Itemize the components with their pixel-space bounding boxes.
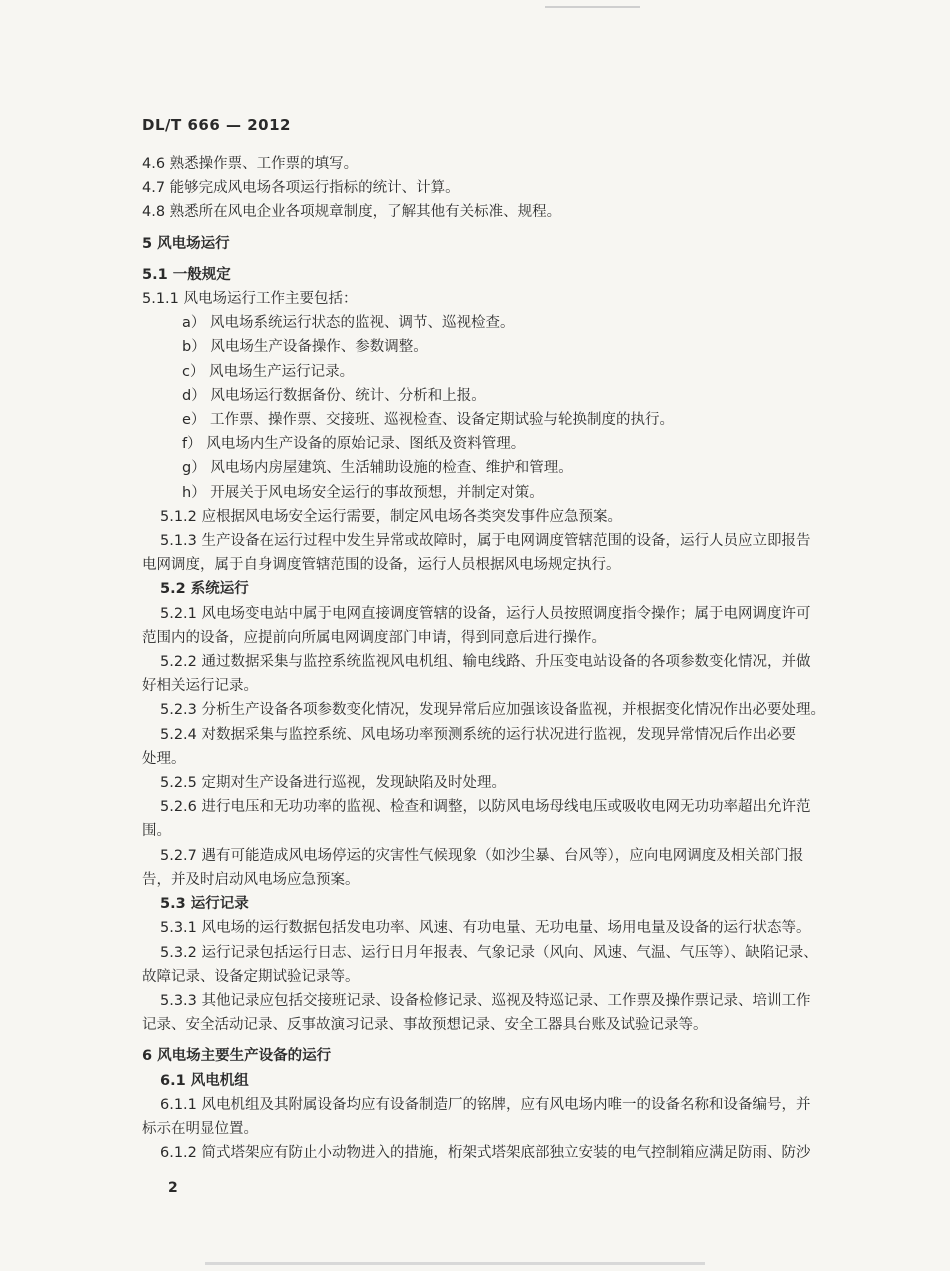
page-number: 2 xyxy=(168,1180,178,1196)
section-gap xyxy=(142,256,880,263)
text-line: 5.2.5 定期对生产设备进行巡视，发现缺陷及时处理。 xyxy=(160,775,507,792)
text-line: 围。 xyxy=(142,823,171,840)
text-line: 好相关运行记录。 xyxy=(142,678,258,695)
text-line: 5.1.3 生产设备在运行过程中发生异常或故障时，属于电网调度管辖范围的设备，运行人员应立即报告 xyxy=(160,533,811,550)
text-line: h） 开展关于风电场安全运行的事故预想，并制定对策。 xyxy=(182,484,544,501)
text-line: 5.2.6 进行电压和无功功率的监视、检查和调整，以防风电场母线电压或吸收电网无功功率超出允许范 xyxy=(160,799,811,816)
section-heading: 5.3 运行记录 xyxy=(160,896,249,913)
document-body xyxy=(142,152,880,1165)
text-line: 4.8 熟悉所在风电企业各项规章制度，了解其他有关标准、规程。 xyxy=(142,204,562,221)
scan-artifact-top xyxy=(545,6,640,8)
standard-code-header: DL/T 666 — 2012 xyxy=(142,116,291,134)
text-line: 5.2.7 遇有可能造成风电场停运的灾害性气候现象（如沙尘暴、台风等），应向电网调度及相关部门报 xyxy=(160,847,804,864)
section-heading: 5 风电场运行 xyxy=(142,235,230,252)
text-line: 4.6 熟悉操作票、工作票的填写。 xyxy=(142,156,359,172)
text-line: g） 风电场内房屋建筑、生活辅助设施的检查、维护和管理。 xyxy=(182,460,573,477)
section-heading: 5.1 一般规定 xyxy=(142,266,231,283)
text-line: b） 风电场生产设备操作、参数调整。 xyxy=(182,339,428,356)
text-line: 5.3.3 其他记录应包括交接班记录、设备检修记录、巡视及特巡记录、工作票及操作票记录、培训工作 xyxy=(160,992,811,1009)
section-gap xyxy=(142,1037,880,1044)
text-line: 记录、安全活动记录、反事故演习记录、事故预想记录、安全工器具台账及试验记录等。 xyxy=(142,1017,708,1034)
section-gap xyxy=(142,225,880,232)
text-line: 处理。 xyxy=(142,750,186,767)
text-line: 5.1.2 应根据风电场安全运行需要，制定风电场各类突发事件应急预案。 xyxy=(160,508,623,525)
text-line: 6.1.2 简式塔架应有防止小动物进入的措施，桁架式塔架底部独立安装的电气控制箱应满足防雨、防沙 xyxy=(160,1145,811,1162)
text-line: 5.3.2 运行记录包括运行日志、运行日月年报表、气象记录（风向、风速、气温、气压等）、缺陷记录、 xyxy=(160,944,818,961)
text-line: c） 风电场生产运行记录。 xyxy=(182,363,355,380)
text-line: e） 工作票、操作票、交接班、巡视检查、设备定期试验与轮换制度的执行。 xyxy=(182,412,675,429)
text-line: 5.2.1 风电场变电站中属于电网直接调度管辖的设备，运行人员按照调度指令操作；属于电网调度许可 xyxy=(160,605,811,622)
text-line: 告，并及时启动风电场应急预案。 xyxy=(142,871,360,888)
text-line: 电网调度，属于自身调度管辖范围的设备，运行人员根据风电场规定执行。 xyxy=(142,557,621,574)
text-line: d） 风电场运行数据备份、统计、分析和上报。 xyxy=(182,387,486,404)
text-line: 5.2.4 对数据采集与监控系统、风电场功率预测系统的运行状况进行监视，发现异常情况后作出必要 xyxy=(160,726,796,743)
text-line: 范围内的设备，应提前向所属电网调度部门申请，得到同意后进行操作。 xyxy=(142,629,606,646)
section-heading: 6.1 风电机组 xyxy=(160,1072,249,1089)
scan-artifact-bottom xyxy=(205,1262,705,1265)
text-line: f） 风电场内生产设备的原始记录、图纸及资料管理。 xyxy=(182,436,526,453)
section-heading: 6 风电场主要生产设备的运行 xyxy=(142,1048,332,1065)
text-line: 5.2.2 通过数据采集与监控系统监视风电机组、输电线路、升压变电站设备的各项参数变化情况，并做 xyxy=(160,654,811,671)
text-line: 5.2.3 分析生产设备各项参数变化情况，发现异常后应加强该设备监视，并根据变化情况作出必要处理。 xyxy=(160,702,825,719)
text-line: 5.3.1 风电场的运行数据包括发电功率、风速、有功电量、无功电量、场用电量及设备的运行状态等。 xyxy=(160,920,811,937)
text-line: 故障记录、设备定期试验记录等。 xyxy=(142,968,360,985)
text-line: 标示在明显位置。 xyxy=(142,1120,258,1137)
text-line: 6.1.1 风电机组及其附属设备均应有设备制造厂的铭牌，应有风电场内唯一的设备名称和设备编号，并 xyxy=(160,1096,811,1113)
section-heading: 5.2 系统运行 xyxy=(160,581,249,598)
text-line: 4.7 能够完成风电场各项运行指标的统计、计算。 xyxy=(142,180,460,197)
text-line: a） 风电场系统运行状态的监视、调节、巡视检查。 xyxy=(182,315,515,332)
text-line: 5.1.1 风电场运行工作主要包括： xyxy=(142,291,358,308)
